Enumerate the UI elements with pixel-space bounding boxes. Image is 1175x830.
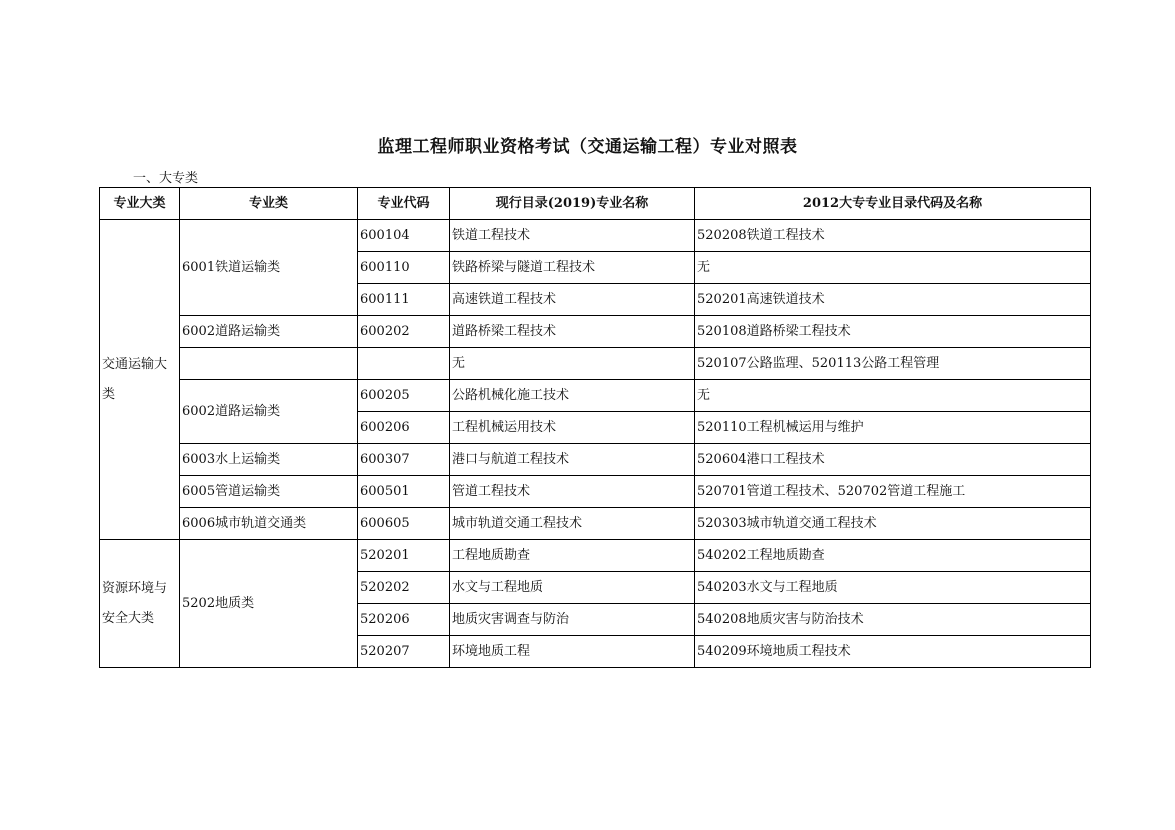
- old-name-cell: 540203水文与工程地质: [695, 572, 1091, 604]
- subclass-cell: 6002道路运输类: [180, 316, 358, 348]
- code-cell: 600307: [358, 444, 450, 476]
- code-cell: 600104: [358, 220, 450, 252]
- header-subclass: 专业类: [180, 188, 358, 220]
- code-cell: 600202: [358, 316, 450, 348]
- header-category: 专业大类: [100, 188, 180, 220]
- name-cell: 管道工程技术: [450, 476, 695, 508]
- subclass-cell: 6002道路运输类: [180, 380, 358, 444]
- old-name-cell: 520208铁道工程技术: [695, 220, 1091, 252]
- subclass-cell: 6005管道运输类: [180, 476, 358, 508]
- table-row: [100, 444, 1091, 476]
- category-cell: 交通运输大类: [100, 220, 180, 540]
- section-label: 一、大专类: [133, 171, 199, 186]
- old-name-cell: 540208地质灾害与防治技术: [695, 604, 1091, 636]
- name-cell: 道路桥梁工程技术: [450, 316, 695, 348]
- name-cell: 水文与工程地质: [450, 572, 695, 604]
- old-name-cell: 540202工程地质勘查: [695, 540, 1091, 572]
- code-cell: 520202: [358, 572, 450, 604]
- major-comparison-table: [99, 187, 1091, 668]
- name-cell: 环境地质工程: [450, 636, 695, 668]
- subclass-cell: [180, 348, 358, 380]
- old-name-cell: 无: [695, 380, 1091, 412]
- old-name-cell: 520110工程机械运用与维护: [695, 412, 1091, 444]
- name-cell: 公路机械化施工技术: [450, 380, 695, 412]
- old-name-cell: 520701管道工程技术、520702管道工程施工: [695, 476, 1091, 508]
- code-cell: 600110: [358, 252, 450, 284]
- code-cell: 520206: [358, 604, 450, 636]
- header-current-name: 现行目录(2019)专业名称: [450, 188, 695, 220]
- table-row: [100, 476, 1091, 508]
- header-2012-name: 2012大专专业目录代码及名称: [695, 188, 1091, 220]
- subclass-cell: 6003水上运输类: [180, 444, 358, 476]
- old-name-cell: 520108道路桥梁工程技术: [695, 316, 1091, 348]
- code-cell: 600501: [358, 476, 450, 508]
- category-cell: 资源环境与安全大类: [100, 540, 180, 668]
- header-code: 专业代码: [358, 188, 450, 220]
- old-name-cell: 无: [695, 252, 1091, 284]
- code-cell: 520207: [358, 636, 450, 668]
- code-cell: 600206: [358, 412, 450, 444]
- old-name-cell: 520201高速铁道技术: [695, 284, 1091, 316]
- name-cell: 无: [450, 348, 695, 380]
- code-cell: 520201: [358, 540, 450, 572]
- subclass-cell: 6001铁道运输类: [180, 220, 358, 316]
- header-row: [100, 188, 1091, 220]
- subclass-cell: 5202地质类: [180, 540, 358, 668]
- table-row: [100, 540, 1091, 572]
- old-name-cell: 520303城市轨道交通工程技术: [695, 508, 1091, 540]
- name-cell: 铁道工程技术: [450, 220, 695, 252]
- code-cell: 600205: [358, 380, 450, 412]
- document-title: 监理工程师职业资格考试（交通运输工程）专业对照表: [377, 137, 798, 157]
- old-name-cell: 540209环境地质工程技术: [695, 636, 1091, 668]
- code-cell: [358, 348, 450, 380]
- table-row: [100, 508, 1091, 540]
- name-cell: 铁路桥梁与隧道工程技术: [450, 252, 695, 284]
- name-cell: 地质灾害调查与防治: [450, 604, 695, 636]
- table-row: [100, 220, 1091, 252]
- name-cell: 工程地质勘查: [450, 540, 695, 572]
- old-name-cell: 520107公路监理、520113公路工程管理: [695, 348, 1091, 380]
- code-cell: 600111: [358, 284, 450, 316]
- name-cell: 工程机械运用技术: [450, 412, 695, 444]
- name-cell: 港口与航道工程技术: [450, 444, 695, 476]
- old-name-cell: 520604港口工程技术: [695, 444, 1091, 476]
- subclass-cell: 6006城市轨道交通类: [180, 508, 358, 540]
- table-row: [100, 380, 1091, 412]
- name-cell: 高速铁道工程技术: [450, 284, 695, 316]
- name-cell: 城市轨道交通工程技术: [450, 508, 695, 540]
- table-row: [100, 316, 1091, 348]
- code-cell: 600605: [358, 508, 450, 540]
- table-row: [100, 348, 1091, 380]
